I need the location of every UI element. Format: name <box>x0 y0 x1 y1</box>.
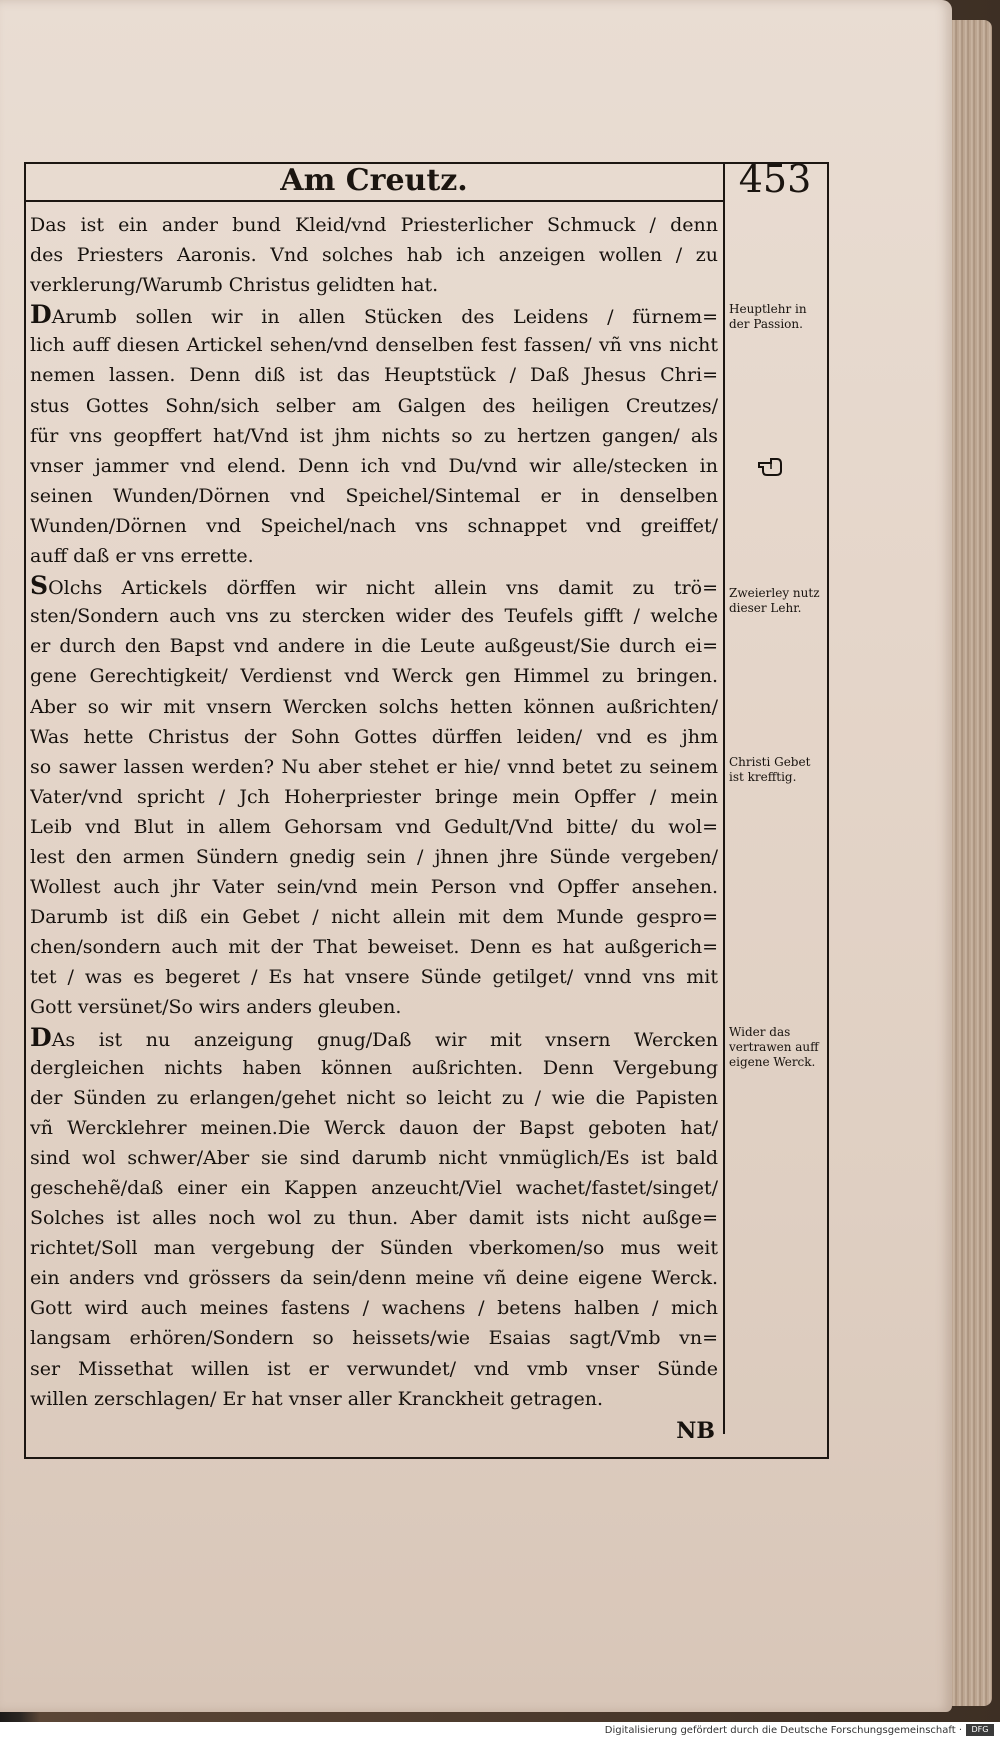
text-line <box>30 932 718 962</box>
text-line <box>30 782 718 812</box>
marginal-note: Heuptlehr in der Passion. <box>729 302 807 331</box>
text-line <box>30 360 718 390</box>
text-line <box>30 391 718 421</box>
text-line <box>30 571 718 601</box>
dfg-logo: DFG <box>966 1724 994 1736</box>
line-text: sind wol schwer/Aber sie sind darumb nicht vnmüglich/Es ist bald <box>30 1146 718 1169</box>
text-line <box>30 1023 718 1053</box>
line-text: vñ Wercklehrer meinen.Die Werck dauon der Bapst geboten hat/ <box>30 1116 718 1139</box>
line-text: Solches ist alles noch wol zu thun. Aber damit ists nicht außge= <box>30 1207 718 1230</box>
line-text: richtet/Soll man vergebung der Sünden vberkomen/so mus weit <box>30 1237 718 1260</box>
text-line <box>30 1293 718 1323</box>
line-text: As ist nu anzeigung gnug/Daß wir mit vnsern Wercken <box>51 1028 718 1051</box>
line-text: Gott versünet/So wirs anders gleuben. <box>30 996 402 1019</box>
line-text: langsam erhören/Sondern so heissets/wie Esaias sagt/Vmb vn= <box>30 1327 718 1350</box>
line-text: ser Missethat willen ist er verwundet/ vnd vmb vnser Sünde <box>30 1357 718 1380</box>
text-line <box>30 240 718 270</box>
page-title: Am Creutz. <box>280 163 468 198</box>
pointing-hand-icon <box>757 455 783 477</box>
text-line <box>30 1384 718 1414</box>
line-text: nemen lassen. Denn diß ist das Heuptstück / Daß Jhesus Chri= <box>30 364 718 387</box>
line-text: verklerung/Warumb Christus gelidten hat. <box>30 274 439 297</box>
text-line <box>30 1113 718 1143</box>
text-line <box>30 1143 718 1173</box>
text-line <box>30 330 718 360</box>
text-line <box>30 661 718 691</box>
line-text: sten/Sondern auch vns zu stercken wider des Teufels gifft / welche <box>30 605 718 628</box>
text-line <box>30 421 718 451</box>
line-text: Was hette Christus der Sohn Gottes dürffen leiden/ vnd es jhm <box>30 725 718 748</box>
line-text: dergleichen nichts haben können außrichten. Denn Vergebung <box>30 1056 718 1079</box>
text-line <box>30 1203 718 1233</box>
text-line <box>30 812 718 842</box>
text-line <box>30 210 718 240</box>
line-text: chen/sondern auch mit der That beweiset. Denn es hat außgerich= <box>30 936 718 959</box>
page-edges <box>952 20 992 1706</box>
text-line <box>30 842 718 872</box>
marginal-note: Christi Gebet ist krefftig. <box>729 755 811 784</box>
text-line <box>30 992 718 1022</box>
text-line <box>30 1263 718 1293</box>
line-text: für vns geopffert hat/Vnd ist jhm nichts so zu hertzen gangen/ als <box>30 424 718 447</box>
text-line <box>30 962 718 992</box>
text-line <box>30 1323 718 1353</box>
text-line <box>30 1053 718 1083</box>
text-line <box>30 451 718 481</box>
line-text: Das ist ein ander bund Kleid/vnd Priesterlicher Schmuck / denn <box>30 214 718 236</box>
marginal-note: Wider das vertrawen auff eigene Werck. <box>729 1025 819 1069</box>
line-text: gene Gerechtigkeit/ Verdienst vnd Werck gen Himmel zu bringen. <box>30 665 718 688</box>
line-text: Darumb ist diß ein Gebet / nicht allein mit dem Munde gespro= <box>30 906 718 929</box>
header-divider <box>24 200 724 202</box>
line-text: tet / was es begeret / Es hat vnsere Sünde getilget/ vnnd vns mit <box>30 966 718 989</box>
line-text: stus Gottes Sohn/sich selber am Galgen des heiligen Creutzes/ <box>30 394 718 417</box>
text-line <box>30 541 718 571</box>
line-text: des Priesters Aaronis. Vnd solches hab ich anzeigen wollen / zu <box>30 244 718 267</box>
catchword: NB <box>676 1418 715 1444</box>
text-line <box>30 300 718 330</box>
line-text: vnser jammer vnd elend. Denn ich vnd Du/vnd wir alle/stecken in <box>30 454 718 477</box>
footer-credit: Digitalisierung gefördert durch die Deutsche Forschungsgemeinschaft · <box>604 1725 962 1736</box>
text-line <box>30 481 718 511</box>
text-line <box>30 270 718 300</box>
line-text: Leib vnd Blut in allem Gehorsam vnd Gedult/Vnd bitte/ du wol= <box>30 815 718 838</box>
margin-divider <box>723 162 725 1434</box>
line-text: Gott wird auch meines fastens / wachens / betens halben / mich <box>30 1297 718 1320</box>
initial-letter: S <box>30 571 49 601</box>
text-line <box>30 601 718 631</box>
text-line <box>30 1083 718 1113</box>
line-text: Arumb sollen wir in allen Stücken des Leidens / fürnem= <box>51 306 718 329</box>
line-text: lich auff diesen Artickel sehen/vnd denselben fest fassen/ vñ vns nicht <box>30 334 718 357</box>
line-text: so sawer lassen werden? Nu aber stehet er hie/ vnnd betet zu seinem <box>30 755 718 778</box>
line-text: seinen Wunden/Dörnen vnd Speichel/Sintemal er in denselben <box>30 484 718 507</box>
line-text: lest den armen Sündern gnedig sein / jhnen jhre Sünde vergeben/ <box>30 845 718 868</box>
body-text <box>30 210 718 1414</box>
text-line <box>30 872 718 902</box>
line-text: ein anders vnd grössers da sein/denn meine vñ deine eigene Werck. <box>30 1267 718 1290</box>
text-line <box>30 631 718 661</box>
line-text: Wunden/Dörnen vnd Speichel/nach vns schnappet vnd greiffet/ <box>30 514 718 537</box>
text-line <box>30 511 718 541</box>
text-line <box>30 722 718 752</box>
text-line <box>30 1233 718 1263</box>
line-text: Olchs Artickels dörffen wir nicht allein vns damit zu trö= <box>48 577 718 600</box>
line-text: er durch den Bapst vnd andere in die Leute außgeust/Sie durch ei= <box>30 635 718 658</box>
initial-letter: D <box>30 1022 52 1052</box>
marginal-note: Zweierley nutz dieser Lehr. <box>729 586 820 615</box>
line-text: der Sünden zu erlangen/gehet nicht so leicht zu / wie die Papisten <box>30 1086 718 1109</box>
initial-letter: D <box>30 300 52 330</box>
text-line <box>30 1354 718 1384</box>
line-text: auff daß er vns errette. <box>30 545 254 568</box>
text-line <box>30 692 718 722</box>
line-text: geschehẽ/daß einer ein Kappen anzeucht/Viel wachet/fastet/singet/ <box>30 1177 718 1199</box>
text-line <box>30 752 718 782</box>
line-text: Aber so wir mit vnsern Wercken solchs hetten können außrichten/ <box>30 695 718 718</box>
page-number: 453 <box>738 157 812 201</box>
line-text: Vater/vnd spricht / Jch Hoherpriester bringe mein Opffer / mein <box>30 785 718 808</box>
text-line <box>30 1173 718 1203</box>
text-line <box>30 902 718 932</box>
line-text: willen zerschlagen/ Er hat vnser aller Kranckheit getragen. <box>30 1387 603 1410</box>
line-text: Wollest auch jhr Vater sein/vnd mein Person vnd Opffer ansehen. <box>30 876 718 899</box>
